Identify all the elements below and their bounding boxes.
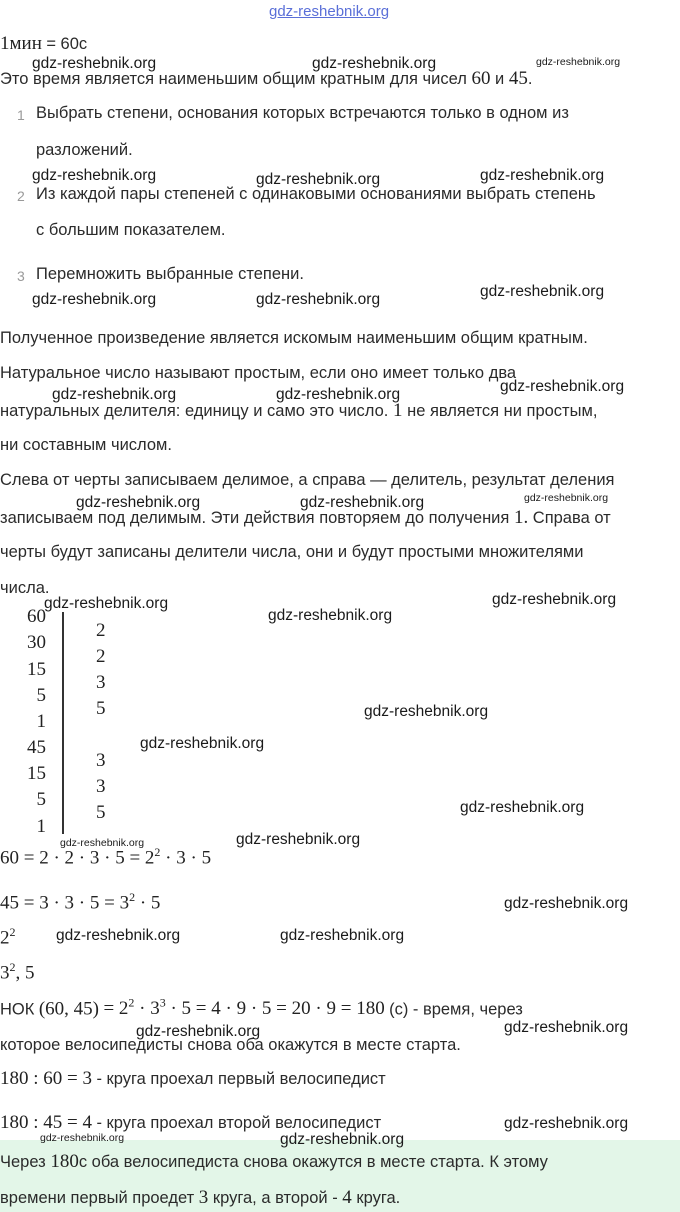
watermark: gdz-reshebnik.org [32,55,157,72]
step-2-line1: Из каждой пары степеней с одинаковыми основаниями выбрать степень [36,185,596,203]
factor-right-4: 3 [96,750,106,771]
para-prime-one: 1 [392,400,403,421]
power-two [0,925,16,949]
factor-left-5: 45 [27,737,46,758]
pow2-base: 3 [0,962,10,984]
para-prime-line1: Натуральное число называют простым, если оно имеет только два [0,364,517,382]
para-method-one: 1. [513,507,529,528]
watermark: gdz-reshebnik.org [56,927,181,944]
lcm-part1: = 2 [103,998,129,1020]
watermark: gdz-reshebnik.org [276,386,401,403]
watermark: gdz-reshebnik.org [536,56,621,68]
watermark: gdz-reshebnik.org [32,291,157,308]
lcm-text: - время, через [412,1000,523,1019]
answer-line1 [0,1151,548,1173]
watermark: gdz-reshebnik.org [140,735,265,752]
factor-left-4: 1 [36,711,46,732]
watermark: gdz-reshebnik.org [52,386,177,403]
lcm-calc [103,998,384,1019]
eq45-exp: 2 [129,890,136,904]
watermark: gdz-reshebnik.org [492,591,617,608]
pow1-base: 2 [0,927,10,949]
watermark: gdz-reshebnik.org [256,171,381,188]
factor-left-6: 15 [27,763,46,784]
step-2-number: 2 [17,188,25,204]
lap-first-text: - круга проехал первый велосипедист [96,1070,386,1088]
watermark: gdz-reshebnik.org [136,1023,261,1040]
eq60-main: 60 = 2 · 2 · 3 · 5 = 2 [0,847,155,869]
watermark: gdz-reshebnik.org [32,167,157,184]
lcm-unit: (с) [389,1000,409,1019]
answer-a: Через [0,1153,46,1171]
pow2-exp: 2 [9,960,16,974]
watermark: gdz-reshebnik.org [504,1019,629,1036]
eq45-rest: · 5 [135,892,161,914]
step-1-line1: Выбрать степени, основания которых встречаются только в одном из [36,104,569,122]
intro-end: . [527,70,533,88]
step-1-number: 1 [17,107,25,123]
watermark: gdz-reshebnik.org [76,494,201,511]
factor-divider-line [62,612,64,834]
lap-second-text: - круга проехал второй велосипедист [96,1114,382,1132]
lcm-part3: · 5 = 4 · 9 · 5 = 20 · 9 = 180 [165,998,385,1020]
lap-second-expr: 180 : 45 = 4 [0,1112,92,1133]
factor-left-0: 60 [27,606,46,627]
minute-label: 1мин [0,33,42,54]
lcm-exp2: 3 [159,996,166,1010]
eq60-exp: 2 [154,845,161,859]
watermark: gdz-reshebnik.org [280,927,405,944]
para-method-line1: Слева от черты записываем делимое, а справа — делитель, результат деления [0,471,615,489]
lcm-line [0,996,523,1020]
para-method-line4: числа. [0,579,50,597]
watermark: gdz-reshebnik.org [480,283,605,300]
minute-equation [0,33,87,55]
eq45-main: 45 = 3 · 3 · 5 = 3 [0,892,130,914]
factor-right-2: 3 [96,672,106,693]
watermark: gdz-reshebnik.org [500,378,625,395]
pow2-rest: , 5 [15,962,35,984]
intro-n2: 45 [508,68,528,89]
watermark: gdz-reshebnik.org [364,703,489,720]
factor-right-3: 5 [96,698,106,719]
lcm-exp1: 2 [128,996,135,1010]
answer-line2 [0,1187,400,1209]
answer-b: с оба велосипедиста снова окажутся в месте старта. К этому [78,1153,548,1171]
step-2-line2: с большим показателем. [36,221,226,239]
para-lcm-result: Полученное произведение является искомым наименьшим общим кратным. [0,329,588,347]
pow1-exp: 2 [9,925,16,939]
factor-left-7: 5 [36,789,46,810]
factor-left-2: 15 [27,659,46,680]
watermark: gdz-reshebnik.org [44,595,169,612]
para-method-line3: черты будут записаны делители числа, они и будут простыми множителями [0,543,584,561]
watermark: gdz-reshebnik.org [268,607,393,624]
answer-n1: 180 [50,1151,79,1172]
seconds-label: = 60с [46,35,88,53]
eq60-rest: · 3 · 5 [160,847,212,869]
para-prime-line2b: не является ни простым, [407,402,598,420]
watermark: gdz-reshebnik.org [236,831,361,848]
step-3-number: 3 [17,268,25,284]
watermark: gdz-reshebnik.org [60,837,145,849]
para-method-line2b: Справа от [532,509,611,527]
para-prime-line3: ни составным числом. [0,436,172,454]
watermark: gdz-reshebnik.org [460,799,585,816]
watermark: gdz-reshebnik.org [280,1131,405,1148]
lcm-line2: которое велосипедисты снова оба окажутся в месте старта. [0,1036,461,1054]
watermark: gdz-reshebnik.org [256,291,381,308]
factor-left-3: 5 [36,685,46,706]
lcm-args: (60, 45) [38,998,99,1020]
answer-c: времени первый проедет [0,1189,195,1207]
answer-n2: 3 [198,1187,209,1208]
intro-and: и [495,70,505,88]
watermark-top[interactable]: gdz-reshebnik.org [269,3,390,20]
intro-text: Это время является наименьшим общим кратным для чисел [0,70,467,88]
watermark: gdz-reshebnik.org [480,167,605,184]
answer-e: круга. [356,1189,401,1207]
factor-right-6: 5 [96,802,106,823]
factor-right-1: 2 [96,646,106,667]
lap-first [0,1068,386,1090]
para-method-line2a: записываем под делимым. Эти действия повторяем до получения [0,509,510,527]
watermark: gdz-reshebnik.org [524,492,609,504]
factor-right-0: 2 [96,620,106,641]
watermark: gdz-reshebnik.org [504,1115,629,1132]
watermark: gdz-reshebnik.org [312,55,437,72]
watermark: gdz-reshebnik.org [504,895,629,912]
factor-right-5: 3 [96,776,106,797]
factor-left-8: 1 [36,816,46,837]
intro-n1: 60 [471,68,491,89]
answer-n3: 4 [342,1187,352,1208]
para-prime-line2a: натуральных делителя: единицу и само это число. [0,402,389,420]
lcm-part2: · 3 [134,998,160,1020]
step-3-line1: Перемножить выбранные степени. [36,265,304,283]
step-1-line2: разложений. [36,141,133,159]
power-three [0,960,35,984]
factor-left-1: 30 [27,632,46,653]
lap-first-expr: 180 : 60 = 3 [0,1068,92,1089]
watermark: gdz-reshebnik.org [300,494,425,511]
equation-45 [0,890,160,914]
lcm-label: НОК [0,1000,35,1019]
answer-d: круга, а второй - [212,1189,338,1207]
watermark: gdz-reshebnik.org [40,1132,125,1144]
